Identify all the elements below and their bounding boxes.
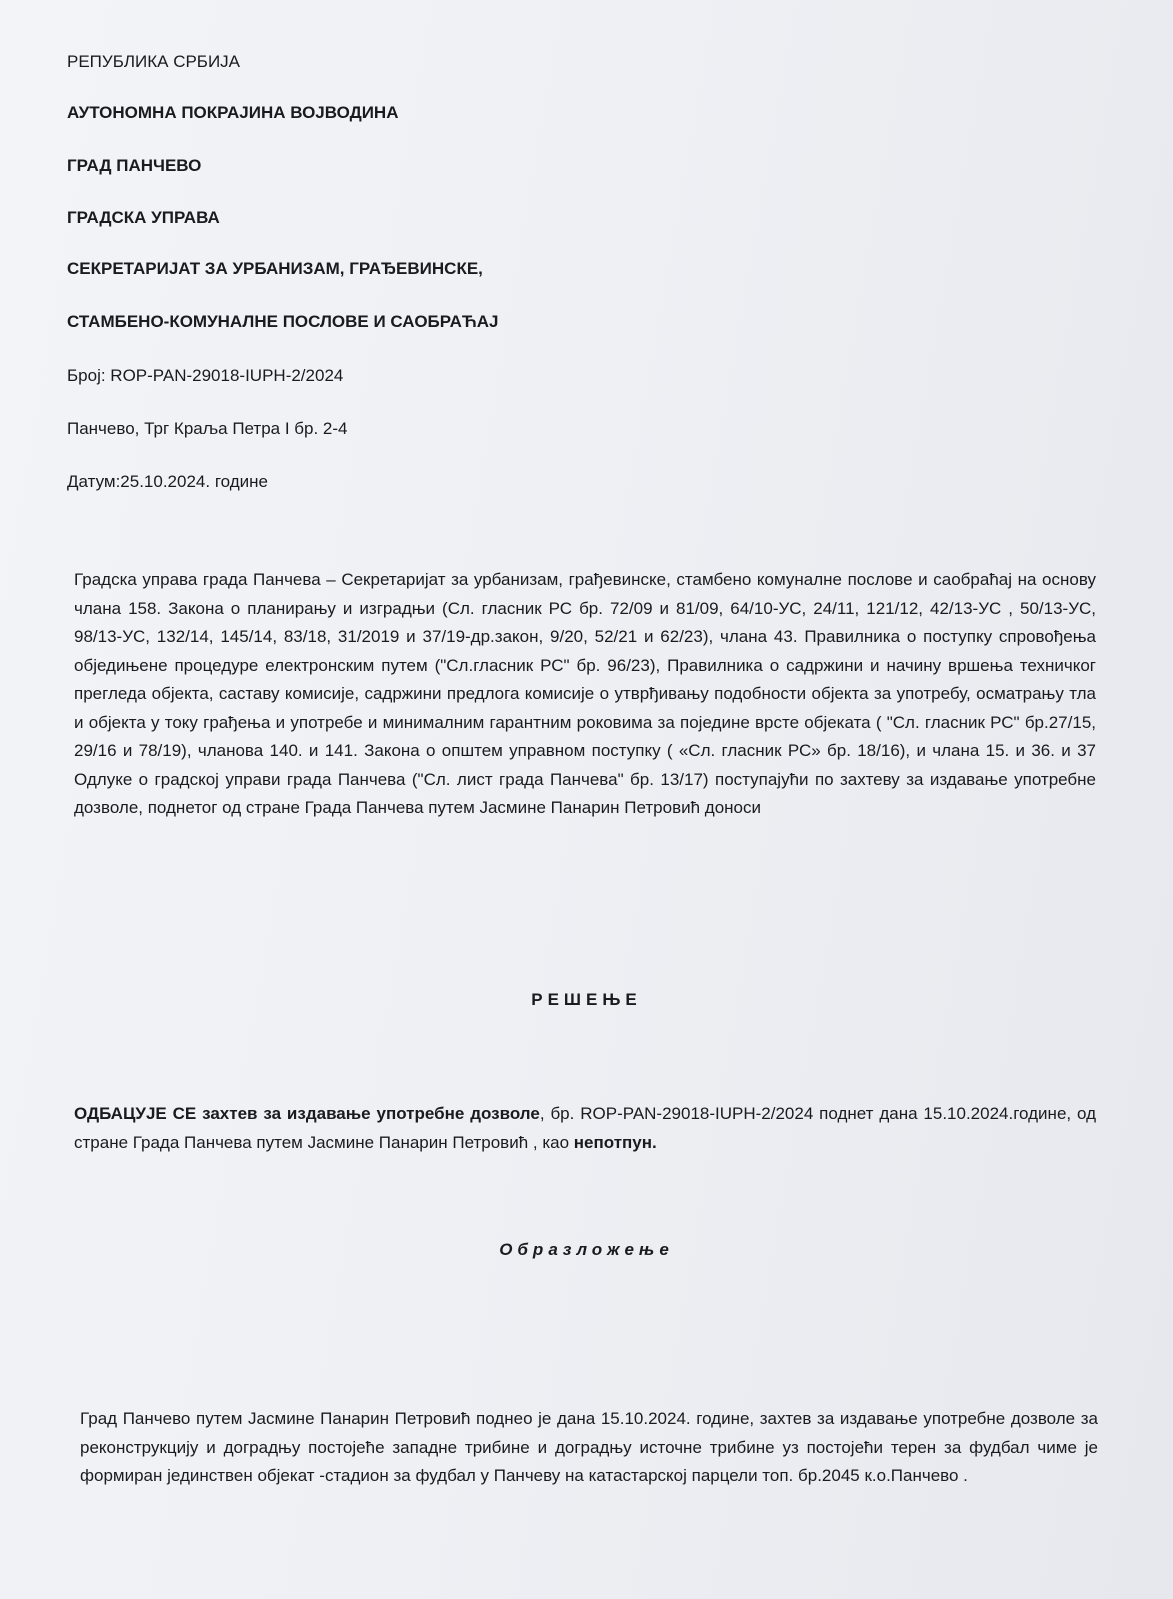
- decision-end: непотпун.: [573, 1132, 657, 1152]
- reasoning-title: Образложење: [499, 1240, 674, 1259]
- document-number: Број: ROP-PAN-29018-IUPH-2/2024: [67, 366, 344, 385]
- header-city: ГРАД ПАНЧЕВО: [67, 156, 202, 175]
- header-secretariat-line1: СЕКРЕТАРИЈАТ ЗА УРБАНИЗАМ, ГРАЂЕВИНСКЕ,: [67, 259, 483, 278]
- decision-title: РЕШЕЊЕ: [531, 990, 642, 1009]
- decision-middle: , бр. ROP-PAN-29018-IUPH-2/2024 поднет дана 15.10.2024.године, од стране Града Панчева путем Јасмине Панарин Петровић , као: [74, 1104, 1096, 1152]
- decision-lead: ОДБАЦУЈЕ СЕ захтев за издавање употребне дозволе: [74, 1104, 540, 1123]
- decision-paragraph: [74, 1100, 1096, 1157]
- header-province: АУТОНОМНА ПОКРАЈИНА ВОЈВОДИНА: [67, 103, 399, 122]
- reasoning-paragraph: Град Панчево путем Јасмине Панарин Петровић поднео је дана 15.10.2024. године, захтев за издавање употребне дозволе за реконструкцију и доградњу постојеће западне трибине и доградњу источне трибине уз постојећи терен за фудбал чиме је формиран јединствен објекат -стадион за фудбал у Панчеву на катастарској парцели топ. бр.2045 к.о.Панчево .: [80, 1409, 1098, 1485]
- header-secretariat-line2: СТАМБЕНО-КОМУНАЛНЕ ПОСЛОВЕ И САОБРАЋАЈ: [67, 312, 499, 331]
- document-date: Датум:25.10.2024. године: [67, 472, 268, 491]
- header-country: РЕПУБЛИКА СРБИЈА: [67, 52, 241, 71]
- header-administration: ГРАДСКА УПРАВА: [67, 208, 220, 227]
- preamble-paragraph: Градска управа града Панчева – Секретаријат за урбанизам, грађевинске, стамбено комуналне послове и саобраћај на основу члана 158. Закона о планирању и изградњи (Сл. гласник РС бр. 72/09 и 81/09, 64/10-УС, 24/11, 121/12, 42/13-УС , 50/13-УС, 98/13-УС, 132/14, 145/14, 83/18, 31/2019 и 37/19-др.закон, 9/20, 52/21 и 62/23), члана 43. Правилника о поступку спровођења обједињене процедуре електронским путем ("Сл.гласник РС" бр. 96/23), Правилника о садржини и начину вршења техничког прегледа објекта, саставу комисије, садржини предлога комисије о утврђивању подобности објекта за употребу, осматрању тла и објекта у току грађења и употребе и минималним гарантним роковима за поједине врсте објеката ( "Сл. гласник РС" бр.27/15, 29/16 и 78/19), чланова 140. и 141. Закона о општем управном поступку ( «Сл. гласник РС» бр. 18/16), и члана 15. и 36. и 37 Одлуке о градској управи града Панчева ("Сл. лист града Панчева" бр. 13/17) поступајући по захтеву за издавање употребне дозволе, поднетог од стране Града Панчева путем Јасмине Панарин Петровић доноси: [74, 570, 1096, 817]
- document-address: Панчево, Трг Краља Петра I бр. 2-4: [67, 419, 348, 438]
